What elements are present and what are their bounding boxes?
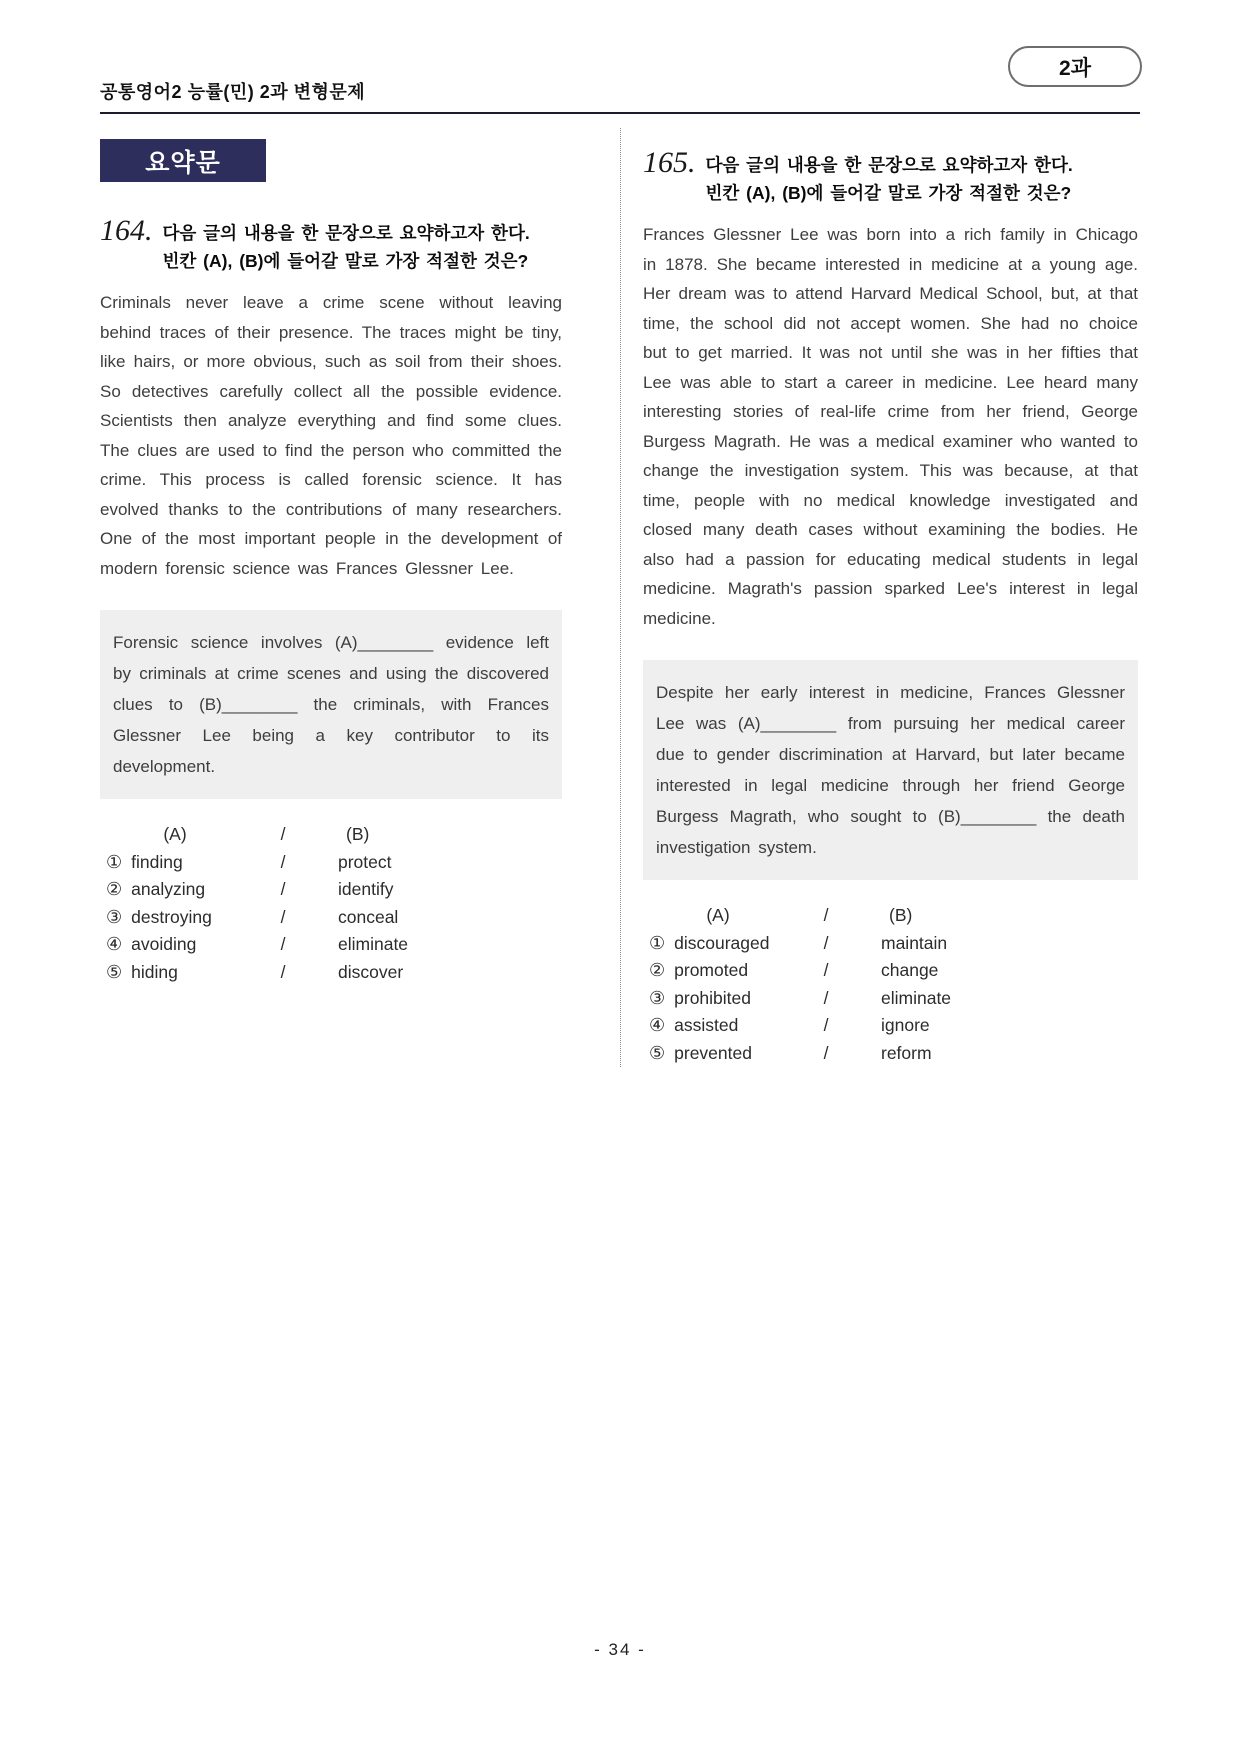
- question-number: 165.: [643, 146, 696, 179]
- choice-row-3: [643, 985, 1138, 1013]
- slash-separator: /: [823, 1015, 829, 1035]
- choice-number: ①: [649, 932, 666, 953]
- two-column-layout: [100, 128, 1140, 1067]
- choice-a-text: destroying: [131, 906, 212, 927]
- slash-separator: /: [823, 932, 829, 953]
- choice-number: ④: [649, 1015, 666, 1035]
- slash-separator: /: [823, 960, 829, 980]
- choice-number: ⑤: [649, 1042, 666, 1063]
- page-number: - 34 -: [594, 1640, 646, 1659]
- question-number: 164.: [100, 214, 153, 247]
- question-instruction: [706, 148, 1073, 207]
- header-rule: [100, 112, 1140, 114]
- chapter-badge-label: 2과: [1059, 56, 1091, 80]
- slash-separator: /: [280, 906, 286, 927]
- choice-number: ②: [649, 960, 666, 980]
- slash-separator: /: [280, 824, 286, 844]
- question-165: [643, 148, 1138, 1067]
- page-title: 공통영어2 능률(민) 2과 변형문제: [100, 82, 366, 102]
- section-label-text: 요약문: [145, 148, 221, 177]
- choice-b-text: maintain: [881, 932, 948, 953]
- slash-separator: /: [280, 934, 286, 954]
- choice-a-text: finding: [131, 851, 183, 872]
- column-label-b: (B): [889, 905, 913, 925]
- choice-row-5: [643, 1040, 1138, 1068]
- summary-box: Forensic science involves (A)________ evidence left by criminals at crime scenes and using the discovered clues to (B)________ the criminals, with Frances Glessner Lee being a key contributor to its development.: [100, 610, 562, 799]
- choice-number: ④: [106, 934, 123, 954]
- choice-row-4: [643, 1012, 1138, 1040]
- section-label: [100, 139, 266, 182]
- instruction-line-2: 빈칸 (A), (B)에 들어갈 말로 가장 적절한 것은?: [705, 183, 1072, 203]
- choice-b-text: eliminate: [881, 987, 952, 1008]
- choice-row-1: [100, 849, 562, 877]
- instruction-line-2: 빈칸 (A), (B)에 들어갈 말로 가장 적절한 것은?: [162, 251, 529, 271]
- choice-b-text: eliminate: [338, 934, 409, 954]
- choice-b-text: discover: [338, 961, 404, 982]
- choice-header-row: [643, 902, 1138, 930]
- choice-a-text: promoted: [674, 960, 749, 980]
- choice-row-2: [100, 876, 562, 904]
- question-164-head: [100, 216, 562, 275]
- choice-row-5: [100, 959, 562, 987]
- left-column: [100, 128, 620, 1067]
- choice-a-text: hiding: [131, 961, 178, 982]
- question-instruction: [163, 216, 530, 275]
- summary-box: Despite her early interest in medicine, Frances Glessner Lee was (A)________ from pursuing her medical career due to gender discrimination at Harvard, but later became interested in legal medicine through her friend George Burgess Magrath, who sought to (B)________ the death investigation system.: [643, 660, 1138, 880]
- choice-b-text: identify: [338, 879, 394, 899]
- chapter-badge: [1008, 46, 1142, 87]
- choice-b-text: change: [881, 960, 939, 980]
- column-label-a: (A): [706, 905, 730, 925]
- choice-a-text: assisted: [674, 1015, 739, 1035]
- choice-a-text: prevented: [674, 1042, 752, 1063]
- slash-separator: /: [823, 1042, 829, 1063]
- choice-number: ③: [106, 906, 123, 927]
- question-164: [100, 216, 562, 986]
- right-column: [620, 128, 1140, 1067]
- slash-separator: /: [823, 987, 829, 1008]
- choice-number: ①: [106, 851, 123, 872]
- choice-row-1: [643, 930, 1138, 958]
- choice-b-text: protect: [338, 851, 392, 872]
- choice-row-2: [643, 957, 1138, 985]
- question-165-head: [643, 148, 1138, 207]
- slash-separator: /: [823, 905, 829, 925]
- passage-text: Criminals never leave a crime scene without leaving behind traces of their presence. The traces might be tiny, like hairs, or more obvious, such as soil from their shoes. So detectives carefully collect all the possible evidence. Scientists then analyze everything and find some clues. The clues are used to find the person who committed the crime. This process is called forensic science. It has evolved thanks to the contributions of many researchers. One of the most important people in the development of modern forensic science was Frances Glessner Lee.: [100, 293, 562, 578]
- choice-row-4: [100, 931, 562, 959]
- column-label-b: (B): [346, 824, 370, 844]
- slash-separator: /: [280, 851, 286, 872]
- instruction-line-1: 다음 글의 내용을 한 문장으로 요약하고자 한다.: [162, 223, 530, 243]
- choice-number: ⑤: [106, 961, 123, 982]
- column-label-a: (A): [163, 824, 187, 844]
- choice-b-text: conceal: [338, 906, 399, 927]
- choice-b-text: ignore: [881, 1015, 930, 1035]
- choice-header-row: [100, 821, 562, 849]
- slash-separator: /: [280, 879, 286, 899]
- instruction-line-1: 다음 글의 내용을 한 문장으로 요약하고자 한다.: [705, 155, 1073, 175]
- passage-text: Frances Glessner Lee was born into a rich family in Chicago in 1878. She became interested in medicine at a young age. Her dream was to attend Harvard Medical School, but, at that time, the school did not accept women. She had no choice but to get married. It was not until she was in her fifties that Lee was able to start a career in medicine. Lee heard many interesting stories of real-life crime from her friend, George Burgess Magrath. He was a medical examiner who wanted to change the investigation system. This was because, at that time, people with no medical knowledge investigated and closed many death cases without examining the bodies. He also had a passion for educating medical students in legal medicine. Magrath's passion sparked Lee's interest in legal medicine.: [643, 225, 1138, 628]
- choices-164: [100, 821, 562, 986]
- choice-b-text: reform: [881, 1042, 932, 1063]
- choices-165: [643, 902, 1138, 1067]
- choice-a-text: prohibited: [674, 987, 752, 1008]
- slash-separator: /: [280, 961, 286, 982]
- choice-number: ③: [649, 987, 666, 1008]
- choice-a-text: analyzing: [131, 879, 206, 899]
- choice-a-text: avoiding: [131, 934, 197, 954]
- choice-number: ②: [106, 879, 123, 899]
- choice-row-3: [100, 904, 562, 932]
- choice-a-text: discouraged: [674, 932, 770, 953]
